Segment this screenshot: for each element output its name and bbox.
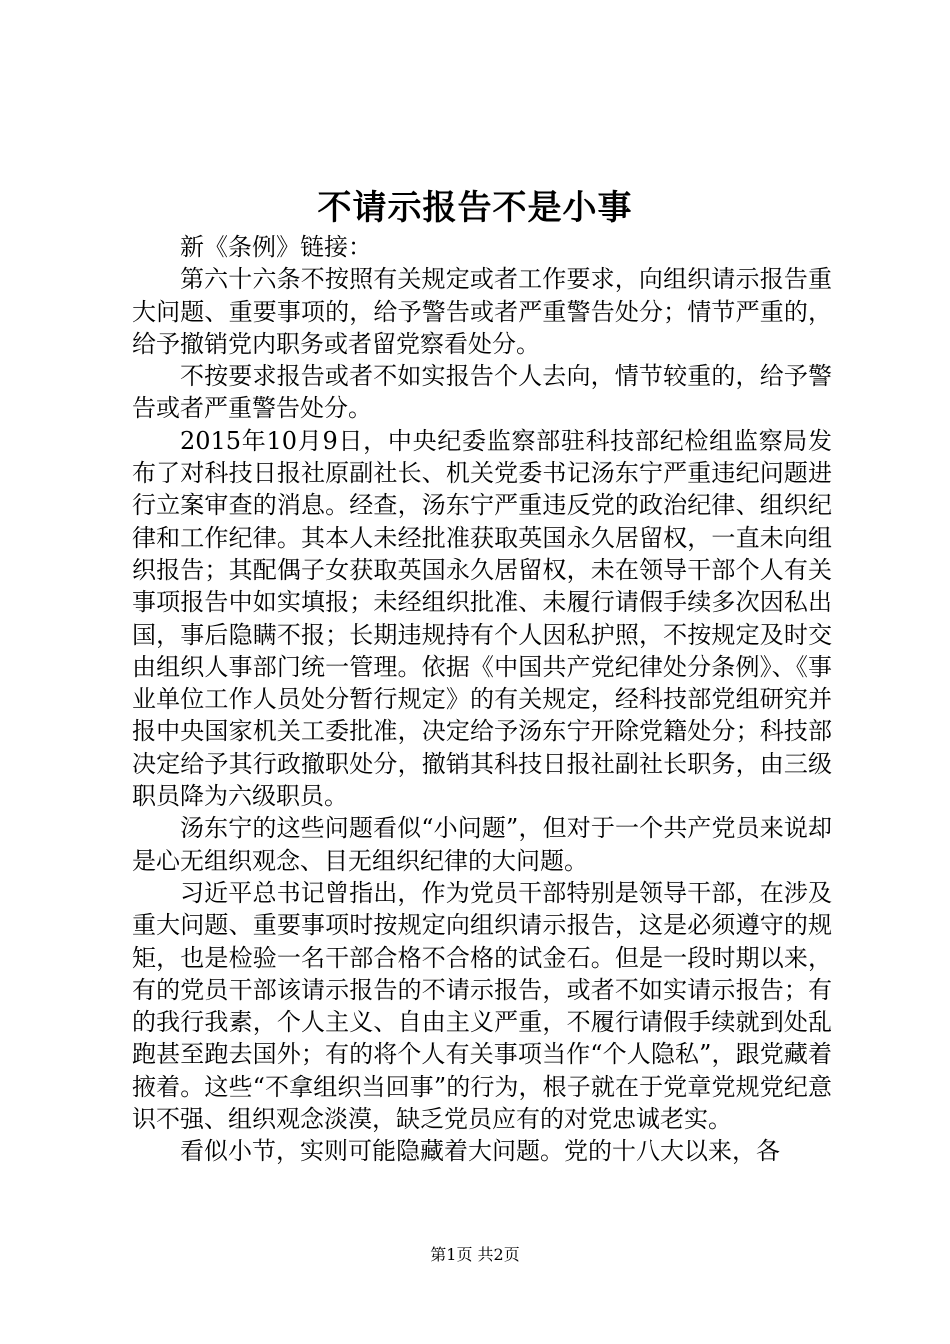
document-body (132, 231, 832, 1168)
page-footer: 第1页 共2页 (430, 1245, 520, 1264)
page-title: 不请示报告不是小事 (317, 188, 633, 228)
paragraph: 2015年10月9日，中央纪委监察部驻科技部纪检组监察局发布了对科技日报社原副社长、机关党委书记汤东宁严重违纪问题进行立案审查的消息。经查，汤东宁严重违反党的政治纪律、组织纪律和工作纪律。其本人未经批准获取英国永久居留权，一直未向组织报告；其配偶子女获取英国永久居留权，未在领导干部个人有关事项报告中如实填报；未经组织批准、未履行请假手续多次因私出国，事后隐瞒不报；长期违规持有个人因私护照，不按规定及时交由组织人事部门统一管理。依据《中国共产党纪律处分条例》、《事业单位工作人员处分暂行规定》的有关规定，经科技部党组研究并报中央国家机关工委批准，决定给予汤东宁开除党籍处分；科技部决定给予其行政撤职处分，撤销其科技日报社副社长职务，由三级职员降为六级职员。 (132, 426, 832, 811)
paragraph: 不按要求报告或者不如实报告个人去向，情节较重的，给予警告或者严重警告处分。 (132, 362, 832, 423)
paragraph: 看似小节，实则可能隐藏着大问题。党的十八大以来，各 (180, 1137, 780, 1166)
paragraph: 第六十六条不按照有关规定或者工作要求，向组织请示报告重大问题、重要事项的，给予警告或者严重警告处分；情节严重的，给予撤销党内职务或者留党察看处分。 (132, 265, 832, 358)
paragraph: 汤东宁的这些问题看似“小问题”，但对于一个共产党员来说却是心无组织观念、目无组织纪律的大问题。 (132, 814, 832, 875)
paragraph: 习近平总书记曾指出，作为党员干部特别是领导干部，在涉及重大问题、重要事项时按规定向组织请示报告，这是必须遵守的规矩，也是检验一名干部合格不合格的试金石。但是一段时期以来，有的党员干部该请示报告的不请示报告，或者不如实请示报告；有的我行我素，个人主义、自由主义严重，不履行请假手续就到处乱跑甚至跑去国外；有的将个人有关事项当作“个人隐私”，跟党藏着掖着。这些“不拿组织当回事”的行为，根子就在于党章党规党纪意识不强、组织观念淡漠，缺乏党员应有的对党忠诚老实。 (132, 878, 832, 1134)
paragraph: 新《条例》链接： (180, 233, 372, 261)
